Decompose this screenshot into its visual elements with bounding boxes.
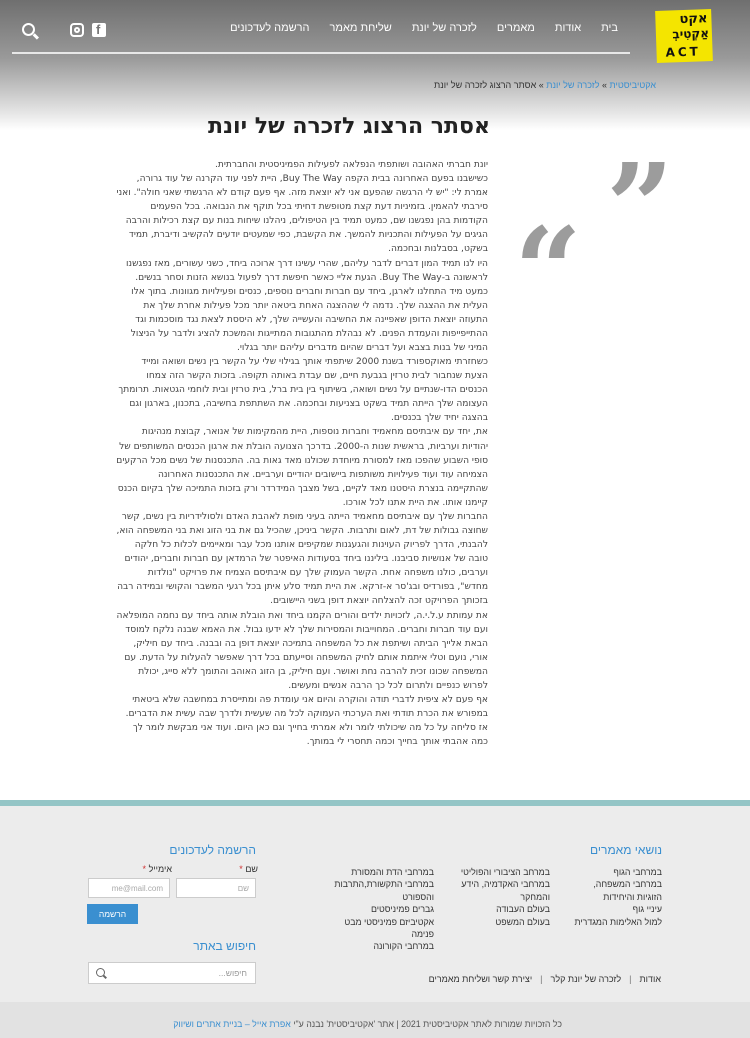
nav-divider <box>12 52 630 54</box>
topics-heading: נושאי מאמרים <box>590 843 662 857</box>
footer-links <box>429 974 661 984</box>
article-paragraph: היו לנו תמיד המון דברים לדבר עליהם, שהרי עשינו דרך ארוכה ביחד, כשני עשורים, מאז נפגשנו לראשונה ב-Buy The Way. הגעת אליי כאשר חיפשת דרך לפעול בנושא הזנות וסחר בנשים. כמעט מיד התחלנו לארגן, ביחד עם חברות וחברים נוספים, כנסים ופעילויות מגוונות. בתוך אלו העלית את ההצגה שלך. נדמה לי שההצגה האחת ביטאה יותר מכל פעילות אחרת שלך את התעוזה יוצאת הדופן שאפיינה את החשיבה והעשייה שלך, לא היססת לצאת נגד מוסכמות וגד ההתייפייפות והעמדת הפנים. לא נבהלת מהתגובות המתייגות והמשכת להציג ולדבר על הניצול המיני של בנות בצבא ועל דברים שהיום מדברים עליהם יותר בגלוי. <box>125 258 488 354</box>
logo-line-3: ACT <box>665 44 702 60</box>
nav-item-about[interactable]: אודות <box>554 22 582 34</box>
copyright <box>173 1019 562 1029</box>
search-icon[interactable] <box>22 23 35 36</box>
footer-link-in-memory[interactable]: לזכרה של יונת קלר <box>550 974 622 984</box>
quote-close-icon: ” <box>606 137 674 276</box>
topic-link[interactable]: עיניי גוף <box>632 904 662 915</box>
top-navigation-bar <box>0 0 750 62</box>
nav-item-submit-article[interactable]: שליחת מאמר <box>329 22 392 34</box>
article-paragraph: את עמותת ע.ל.י.ה, לזכויות ילדים והורים הקמנו ביחד ואת הובלת אותה ביחד עם נחמה המופלאה ועם עוד חברות וחברים. המחוייבות והמסירות שלך לא ידעו גבול. את האמא שבנה נלקח למוסד הבאת אלייך הביתה ושיתפת את כל המשפחה בתמיכה יוצאת דופן בה ובבנה. ביחד עם חיליק, אורי, נועם וטלי איתמת אותם לחיק המשפחה וסייעתם בכל דרך שאפשר להעלות על הדעת. עם המשפחה שכונו זכית להרבה נחת ואושר. ועם חיליק, בן הזוג האוהב והתומך ללא סייג, יכולת לפרוש כנפיים ולתרום לכל כך הרבה אנשים ומעשים. <box>116 610 488 691</box>
footer-link-separator: | <box>540 974 543 984</box>
topic-link[interactable]: במרחבי התקשורת,התרבות והספורט <box>334 879 434 902</box>
nav-item-in-memory[interactable]: לזכרה של יונת <box>411 22 477 34</box>
topics-column <box>326 866 434 953</box>
breadcrumb-separator: » <box>599 80 610 90</box>
site-logo[interactable] <box>655 9 713 63</box>
article-paragraph: כשחזרתי מאוקספורד בשנת 2000 שיתפתי אותך בגילוי שלי על הקשר בין נשים ושואה ומייד הצעת שנחבור לבית טרזין בגבעת חיים, שם עבדת באותה תקופה. בזכות הקשר הזה צמחו הכנסים הדו-שנתיים על נשים ושואה, בשיתוף בין בית ברל, בית טרזין ובית לוחמי הגטאות. תרומתך העצומה שלך הייתה תמיד בשקט בצניעות ובחכמה. את השתתפת בחשיבה, בתכנון, בארגון וגם בהצגה יחיד שלך בכנסים. <box>118 357 488 424</box>
topic-link[interactable]: במרחבי הקורונה <box>373 941 434 952</box>
subscribe-button[interactable]: הרשמה <box>87 904 138 924</box>
topic-link[interactable]: גברים פמיניסטים <box>370 904 434 915</box>
site-search-heading: חיפוש באתר <box>193 939 256 953</box>
topics-list <box>326 866 662 953</box>
topics-column <box>568 866 662 953</box>
nav-item-home[interactable]: בית <box>601 22 618 34</box>
nav-item-subscribe[interactable]: הרשמה לעדכונים <box>230 22 310 34</box>
article-paragraph: אף פעם לא ציפית לדברי תודה והוקרה והיום אני עומדת פה ומתייסרת במחשבה שלא ביטאתי במפורש את הכרת תודתי ואת הערכתי העמוקה לכל מה שעשית ולדרך שבה עשית את הדברים. אז סליחה על כל מה שיכולתי לומר ולא אמרתי בחייך וגם כאן היום. ועוד אני מבקשת לומר לך כמה אהבתי אותך בחייך וכמה תחסרי לי במותך. <box>125 694 488 748</box>
article-paragraph: את, יחד עם איבתיסם מחאמיד וחברות נוספות, היית מהמקימות של אנואר, קבוצת מנהיגות יהודיות וערביות, בראשית שנות ה-2000. בדרכך הצנועה הובלת את ארגון הכנסים המשותפים של סופי השבוע שהפכו מאז למסורת מיוחדת שכולנו מאד גאות בה. התכנסנות של נשים מכל הרקעים הצמיחה עוד ועוד פעילויות משותפות ביישובים יהודיים וערביים. את התכנסנות האחרונה שהתקיימה בנצרת היסטנו מאד לקיים, בשל מצבך המידרדר ורק בזכות התמיכה שלך בקיום הכנס קיימנו אותו. את היית אתנו לכל אורכו. <box>116 427 488 508</box>
breadcrumb-separator: » <box>536 80 547 90</box>
topics-column <box>452 866 550 953</box>
name-label-text: שם <box>245 864 258 874</box>
site-search-placeholder: חיפוש... <box>218 968 247 978</box>
main-nav <box>230 22 618 34</box>
instagram-icon[interactable] <box>70 23 84 37</box>
logo-line-1: אקט <box>679 11 708 28</box>
email-field[interactable]: me@mail.com <box>88 878 170 898</box>
topic-link[interactable]: במרחבי המשפחה, הזוגיות והיחידות <box>593 879 662 902</box>
name-field[interactable]: שם <box>176 878 256 898</box>
topic-link[interactable]: במרחבי האקדמיה, הידע והמחקר <box>461 879 550 902</box>
topic-link[interactable]: אקטיביזם פמיניסטי מבט פנימה <box>344 916 434 940</box>
article-paragraph: יונת חברתי האהובה ושותפתי הנפלאה לפעילות הפמיניסטית והחברתית. <box>215 160 488 170</box>
logo-line-2: אַקְטִיבְ <box>672 26 710 42</box>
article-paragraph: החברות שלך עם איבתיסם מחאמיד הייתה בעיני מופת לאהבת האדם ולסולידריות בין נשים, קשר שחוצה גבולות של דת, לאום ותרבות. הקשר ביניכן, שהכיל גם את בני הזוג ואת בני המשפחה הוא, להבנתי, הדרך לפריוק העוינות והגעגנות שמקיפים אותנו מכל עבר ומאיימים לכלות כל חלקה טובה של אנושיות סביבנו. ביליננו ביחד בסעודות האיפטר של הרמדאן עם חברות וחברים, יהודים וערבים, כולנו משפחה אחת. הקשר העמוק שלך עם איבתיסם הצמיח את פרויקט "נולדות מחדש", בפורדיס ובג'סר א-זרקא. את היית תמיד סלע איתן בכל רגעי המשבר והקושי ובמידה רבה בזכותך הפרויקט זכה להצלחה יוצאת דופן בשני היישובים. <box>116 511 488 607</box>
copyright-bar <box>0 1002 750 1038</box>
site-footer <box>0 806 750 1002</box>
topic-link[interactable]: במרחבי הדת והמסורת <box>351 867 434 877</box>
footer-link-contact[interactable]: יצירת קשר ושליחת מאמרים <box>428 974 533 984</box>
breadcrumb-parent[interactable]: לזכרה של יונת <box>546 80 600 90</box>
email-label-text: אימייל <box>148 864 172 874</box>
required-mark: * <box>142 864 147 874</box>
footer-link-separator: | <box>629 974 632 984</box>
quote-open-icon: “ <box>514 201 582 340</box>
breadcrumb-current: אסתר הרצוג לזכרה של יונת <box>433 80 537 90</box>
email-label <box>143 864 172 874</box>
subscribe-heading: הרשמה לעדכונים <box>169 843 256 857</box>
topic-link[interactable]: במרחב הציבורי והפוליטי <box>460 867 550 877</box>
article-body <box>116 158 488 749</box>
nav-item-articles[interactable]: מאמרים <box>496 22 535 34</box>
breadcrumb-home[interactable]: אקטיביסטית <box>609 80 656 90</box>
topic-link[interactable]: בעולם העבודה <box>496 904 550 915</box>
copyright-text: כל הזכויות שמורות לאתר אקטיביסטית 2021 | אתר 'אקטיביסטית' נבנה ע"י <box>290 1019 562 1029</box>
footer-link-about[interactable]: אודות <box>639 974 661 984</box>
name-label <box>239 864 258 874</box>
facebook-icon[interactable]: f <box>92 23 106 37</box>
topic-link[interactable]: למול האלימות המגדרית <box>574 916 662 927</box>
article-paragraph: כשישבנו בפעם האחרונה בבית הקפה Buy The Way, היית לפני עוד הקרנה של עוד גרורה, אמרת לי: "יש לי הרגשה שהפעם אני לא יוצאת מזה. אף פעם קודם לא הרגשתי שאני חולה". ואני סירבתי להאמין. בזמיניות דעת קצת מטופשת דחיתי בכל תוקף את הנבואה. בכל הפעמים הקודמות בהן נפגשנו שם, כמעט תמיד בין הטיפולים, ניהלנו שיחות בנות עם קצת רכילות והרבה הגיגים על הפעילות והתכניות להמשך. את הקשבת, כפי שמעטים יודעים להקשיב ודיברת, תמיד בשקט, בסבלנות ובחכמה. <box>116 174 488 255</box>
site-search-input[interactable] <box>88 962 256 984</box>
page-title: אסתר הרצוג לזכרה של יונת <box>208 114 490 139</box>
search-icon[interactable] <box>96 968 105 977</box>
topic-link[interactable]: במרחבי הגוף <box>613 867 662 877</box>
required-mark: * <box>239 864 243 874</box>
developer-credit-link[interactable]: אפרת אייל – בניית אתרים ושיווק <box>173 1019 291 1029</box>
topic-link[interactable]: בעולם המשפט <box>495 916 550 927</box>
breadcrumb <box>434 80 656 90</box>
